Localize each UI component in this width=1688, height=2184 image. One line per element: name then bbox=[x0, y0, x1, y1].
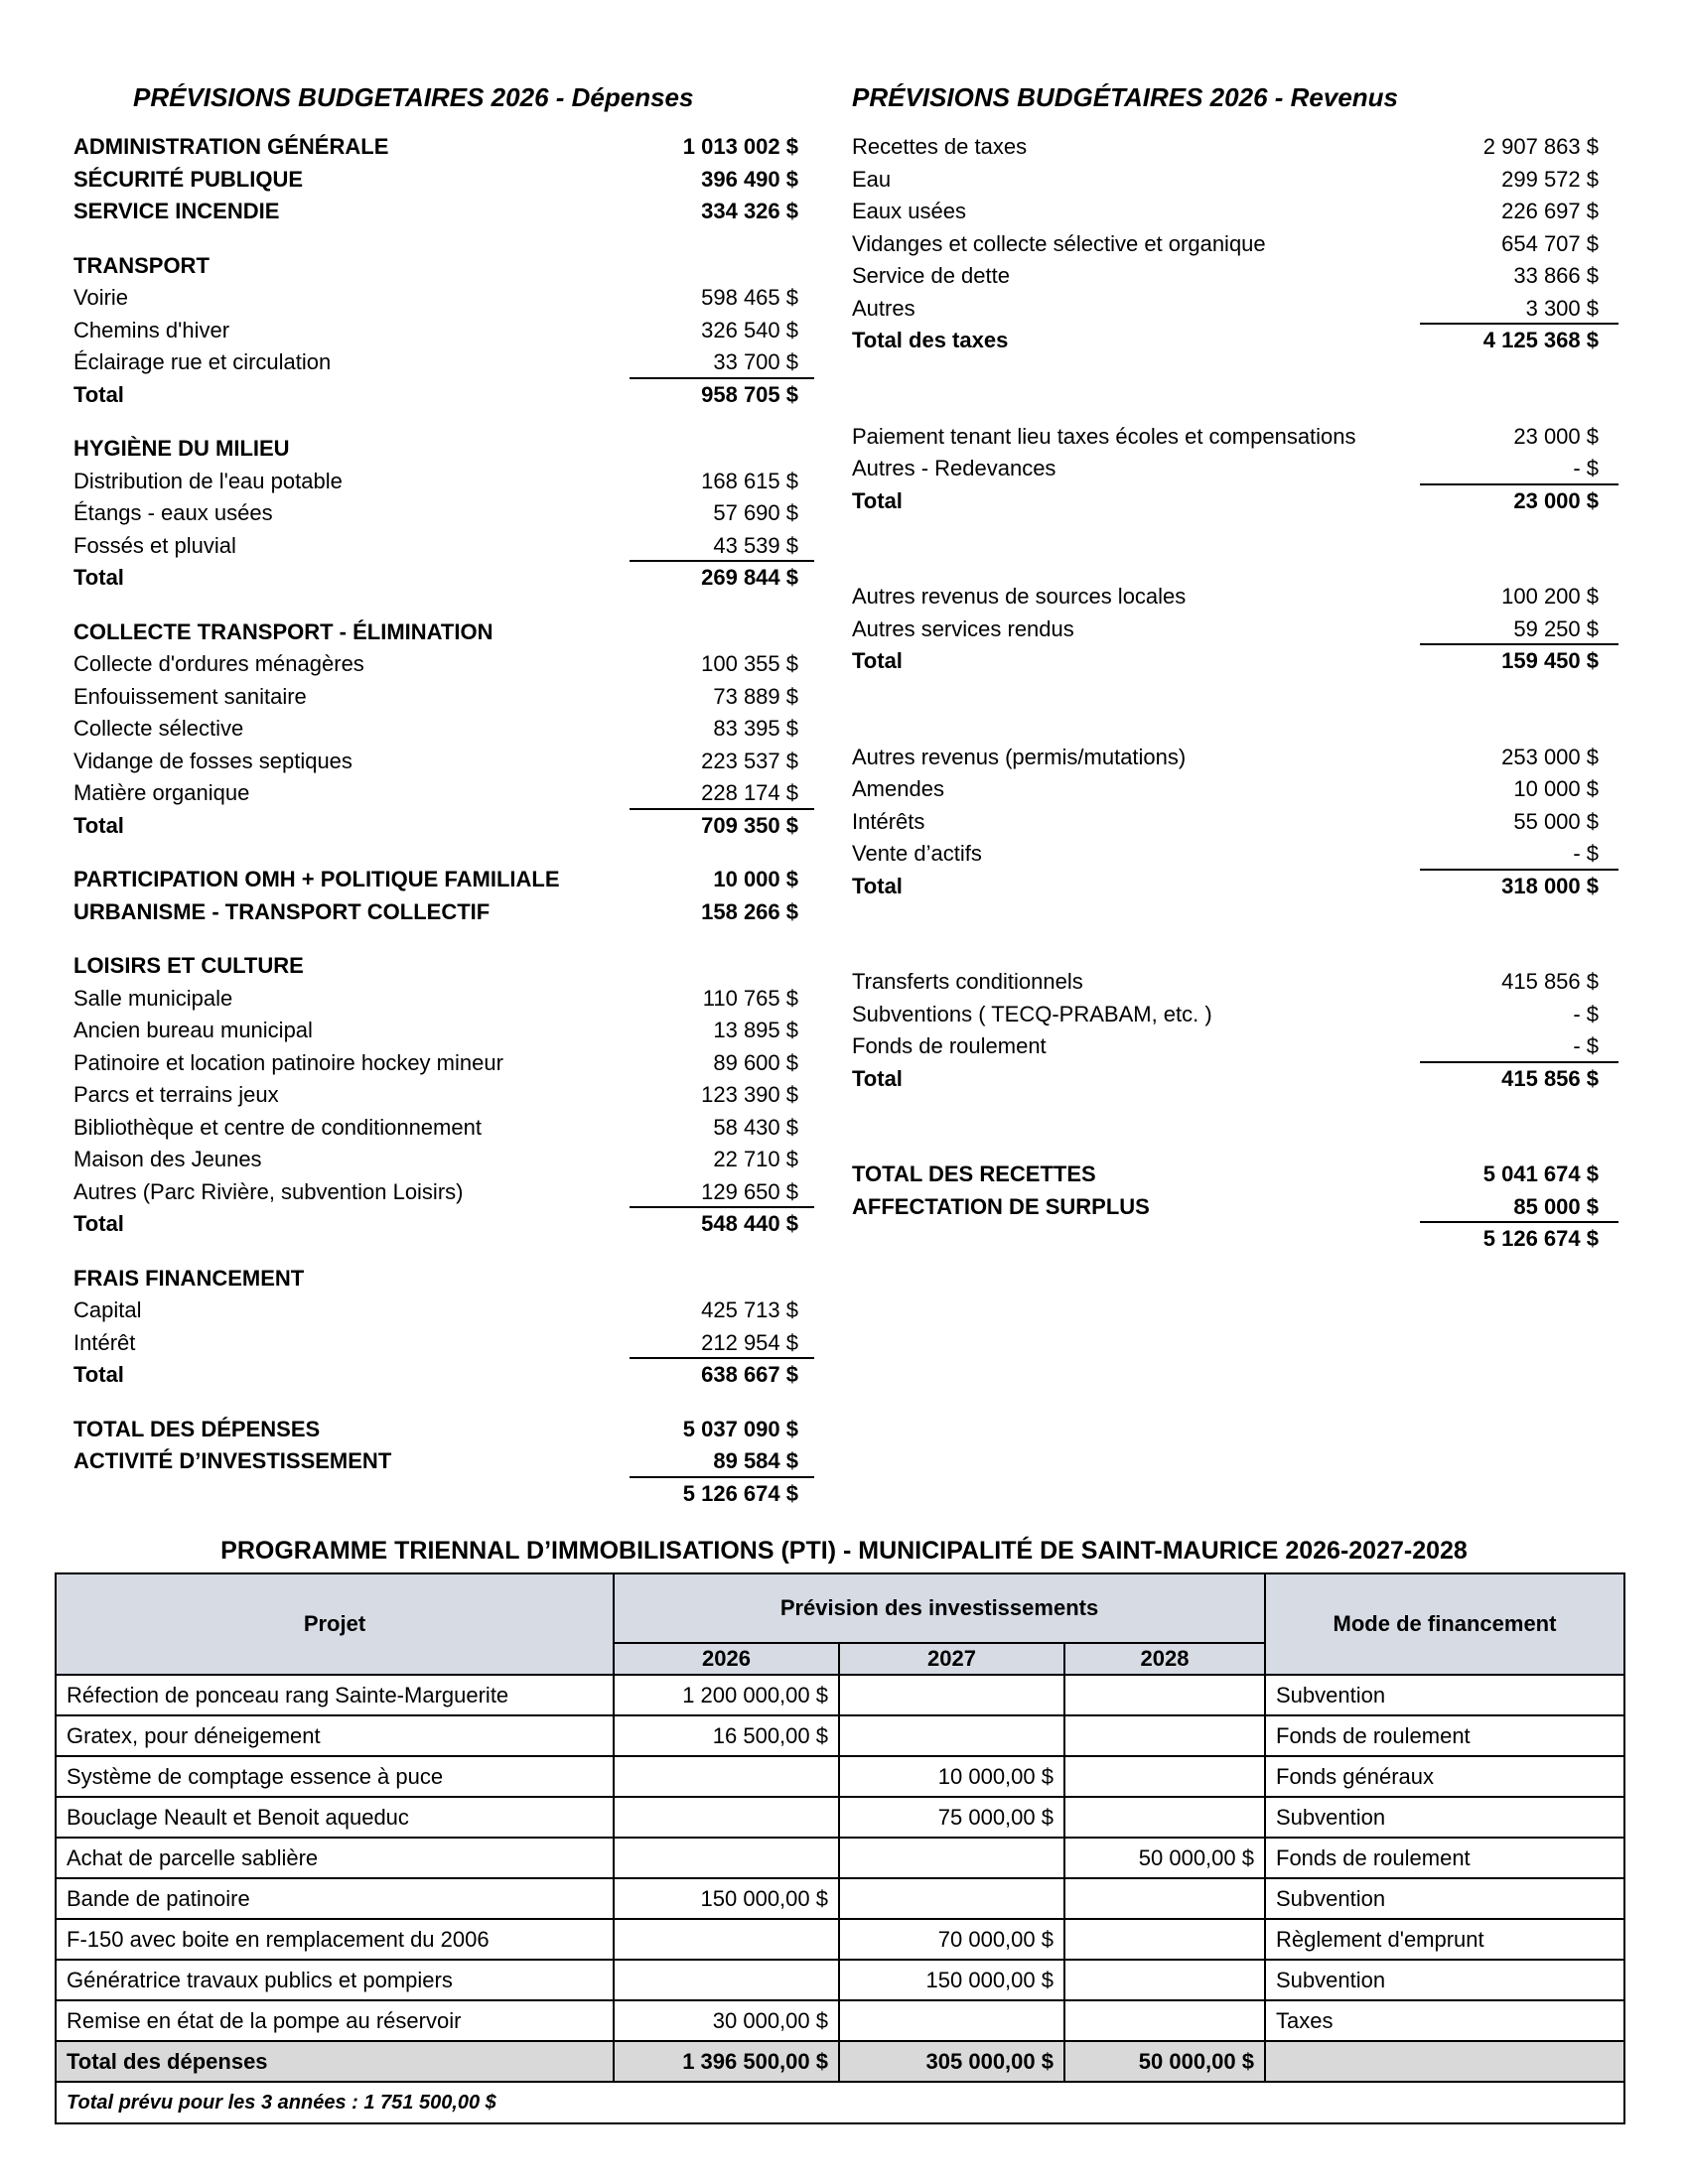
pti-total-row: Total des dépenses 1 396 500,00 $ 305 000,00 $ 50 000,00 $ bbox=[56, 2041, 1624, 2082]
expense-row: Intérêt 212 954 $ bbox=[73, 1327, 804, 1360]
table-row: Génératrice travaux publics et pompiers 150 000,00 $ Subvention bbox=[56, 1960, 1624, 2000]
expense-row: SERVICE INCENDIE 334 326 $ bbox=[73, 199, 798, 223]
investment-row: ACTIVITÉ D’INVESTISSEMENT 89 584 $ bbox=[73, 1445, 804, 1478]
expense-row: ADMINISTRATION GÉNÉRALE 1 013 002 $ bbox=[73, 134, 798, 159]
expense-row: Maison des Jeunes 22 710 $ bbox=[73, 1147, 798, 1171]
section-total: Total 159 450 $ bbox=[852, 648, 1599, 673]
expense-row: Bibliothèque et centre de conditionnement 58 430 $ bbox=[73, 1114, 798, 1140]
header-year-2027: 2027 bbox=[839, 1643, 1064, 1675]
revenues-grand-total: 5 126 674 $ bbox=[1482, 1226, 1599, 1251]
section-total: Total 269 844 $ bbox=[73, 565, 798, 590]
revenue-row: Autres - Redevances - $ bbox=[852, 453, 1609, 485]
table-row: Bande de patinoire 150 000,00 $ Subvention bbox=[56, 1878, 1624, 1919]
expense-row: Distribution de l'eau potable 168 615 $ bbox=[73, 468, 798, 493]
expense-row: Voirie 598 465 $ bbox=[73, 285, 798, 310]
expense-row: Vidange de fosses septiques 223 537 $ bbox=[73, 748, 798, 773]
header-project: Projet bbox=[56, 1573, 614, 1675]
pti-footer-row bbox=[56, 2082, 1624, 2123]
revenue-row: Amendes 10 000 $ bbox=[852, 776, 1599, 801]
revenue-row: Eaux usées 226 697 $ bbox=[852, 199, 1599, 223]
section-total: Total 958 705 $ bbox=[73, 381, 798, 407]
revenue-row: Service de dette 33 866 $ bbox=[852, 263, 1599, 288]
section-heading-hygiene: HYGIÈNE DU MILIEU bbox=[73, 436, 290, 461]
revenue-row: Vente d’actifs - $ bbox=[852, 838, 1609, 871]
section-total: Total 415 856 $ bbox=[852, 1065, 1599, 1091]
pti-title: PROGRAMME TRIENNAL D’IMMOBILISATIONS (PTI) - MUNICIPALITÉ DE SAINT-MAURICE 2026-2027-2028 bbox=[220, 1537, 1468, 1565]
table-row: Système de comptage essence à puce 10 000,00 $ Fonds généraux bbox=[56, 1756, 1624, 1797]
surplus-row: AFFECTATION DE SURPLUS 85 000 $ bbox=[852, 1191, 1609, 1224]
expense-row: Salle municipale 110 765 $ bbox=[73, 985, 798, 1011]
revenues-total-row: TOTAL DES RECETTES 5 041 674 $ bbox=[852, 1161, 1599, 1186]
expense-row: Autres (Parc Rivière, subvention Loisirs) 129 650 $ bbox=[73, 1176, 804, 1209]
expense-row: Étangs - eaux usées 57 690 $ bbox=[73, 500, 798, 525]
expense-row: Éclairage rue et circulation 33 700 $ bbox=[73, 346, 804, 379]
expense-row: Fossés et pluvial 43 539 $ bbox=[73, 530, 804, 563]
revenue-row: Vidanges et collecte sélective et organique 654 707 $ bbox=[852, 230, 1599, 256]
revenue-row: Paiement tenant lieu taxes écoles et compensations 23 000 $ bbox=[852, 423, 1599, 449]
expense-row: Enfouissement sanitaire 73 889 $ bbox=[73, 683, 798, 709]
expenses-grand-total: 5 126 674 $ bbox=[682, 1480, 798, 1506]
table-row: Gratex, pour déneigement 16 500,00 $ Fonds de roulement bbox=[56, 1715, 1624, 1756]
section-total: Total 23 000 $ bbox=[852, 487, 1599, 513]
header-financing: Mode de financement bbox=[1265, 1573, 1624, 1675]
expense-row: Collecte sélective 83 395 $ bbox=[73, 716, 798, 741]
header-year-2026: 2026 bbox=[614, 1643, 839, 1675]
section-total: Total 318 000 $ bbox=[852, 873, 1599, 898]
revenue-row: Subventions ( TECQ-PRABAM, etc. ) - $ bbox=[852, 1001, 1599, 1026]
header-forecast: Prévision des investissements bbox=[614, 1573, 1265, 1643]
pti-table bbox=[55, 1572, 1625, 2124]
revenues-title: PRÉVISIONS BUDGÉTAIRES 2026 - Revenus bbox=[852, 82, 1399, 112]
expenses-title: PRÉVISIONS BUDGETAIRES 2026 - Dépenses bbox=[133, 82, 694, 112]
header-year-2028: 2028 bbox=[1064, 1643, 1265, 1675]
table-row: Réfection de ponceau rang Sainte-Marguerite 1 200 000,00 $ Subvention bbox=[56, 1675, 1624, 1715]
revenue-row: Recettes de taxes 2 907 863 $ bbox=[852, 134, 1599, 159]
expense-row: Chemins d'hiver 326 540 $ bbox=[73, 317, 798, 342]
revenue-row: Transferts conditionnels 415 856 $ bbox=[852, 969, 1599, 994]
expenses-total-row: TOTAL DES DÉPENSES 5 037 090 $ bbox=[73, 1416, 798, 1441]
revenue-row: Fonds de roulement - $ bbox=[852, 1030, 1609, 1063]
expense-row: PARTICIPATION OMH + POLITIQUE FAMILIALE 10 000 $ bbox=[73, 867, 798, 891]
revenue-row: Autres services rendus 59 250 $ bbox=[852, 614, 1609, 646]
table-row: Remise en état de la pompe au réservoir 30 000,00 $ Taxes bbox=[56, 2000, 1624, 2041]
revenue-row: Intérêts 55 000 $ bbox=[852, 808, 1599, 834]
revenue-row: Autres 3 300 $ bbox=[852, 293, 1609, 326]
expense-row: URBANISME - TRANSPORT COLLECTIF 158 266 $ bbox=[73, 898, 798, 924]
expense-row: Collecte d'ordures ménagères 100 355 $ bbox=[73, 651, 798, 676]
section-heading-collecte: COLLECTE TRANSPORT - ÉLIMINATION bbox=[73, 618, 493, 644]
table-row: Achat de parcelle sablière 50 000,00 $ Fonds de roulement bbox=[56, 1838, 1624, 1878]
expense-row: Matière organique 228 174 $ bbox=[73, 777, 804, 810]
expenses-column bbox=[73, 77, 804, 1510]
expense-row: Parcs et terrains jeux 123 390 $ bbox=[73, 1082, 798, 1107]
revenues-column bbox=[852, 77, 1609, 1256]
section-total: Total 638 667 $ bbox=[73, 1362, 798, 1387]
pti-three-year-total: Total prévu pour les 3 années : 1 751 500,00 $ bbox=[56, 2082, 1624, 2123]
expense-row: SÉCURITÉ PUBLIQUE 396 490 $ bbox=[73, 166, 798, 192]
section-heading-loisirs: LOISIRS ET CULTURE bbox=[73, 953, 304, 978]
revenue-row: Eau 299 572 $ bbox=[852, 166, 1599, 192]
table-row: Bouclage Neault et Benoit aqueduc 75 000,00 $ Subvention bbox=[56, 1797, 1624, 1838]
section-total: Total des taxes 4 125 368 $ bbox=[852, 328, 1599, 352]
section-total: Total 709 350 $ bbox=[73, 812, 798, 838]
expense-row: Ancien bureau municipal 13 895 $ bbox=[73, 1018, 798, 1042]
expense-row: Capital 425 713 $ bbox=[73, 1297, 798, 1322]
section-heading-transport: TRANSPORT bbox=[73, 252, 210, 278]
expense-row: Patinoire et location patinoire hockey mineur 89 600 $ bbox=[73, 1049, 798, 1075]
table-row: F-150 avec boite en remplacement du 2006 70 000,00 $ Règlement d'emprunt bbox=[56, 1919, 1624, 1960]
revenue-row: Autres revenus de sources locales 100 200 $ bbox=[852, 584, 1599, 609]
section-total: Total 548 440 $ bbox=[73, 1211, 798, 1236]
section-heading-frais: FRAIS FINANCEMENT bbox=[73, 1265, 305, 1291]
revenue-row: Autres revenus (permis/mutations) 253 000 $ bbox=[852, 744, 1599, 769]
